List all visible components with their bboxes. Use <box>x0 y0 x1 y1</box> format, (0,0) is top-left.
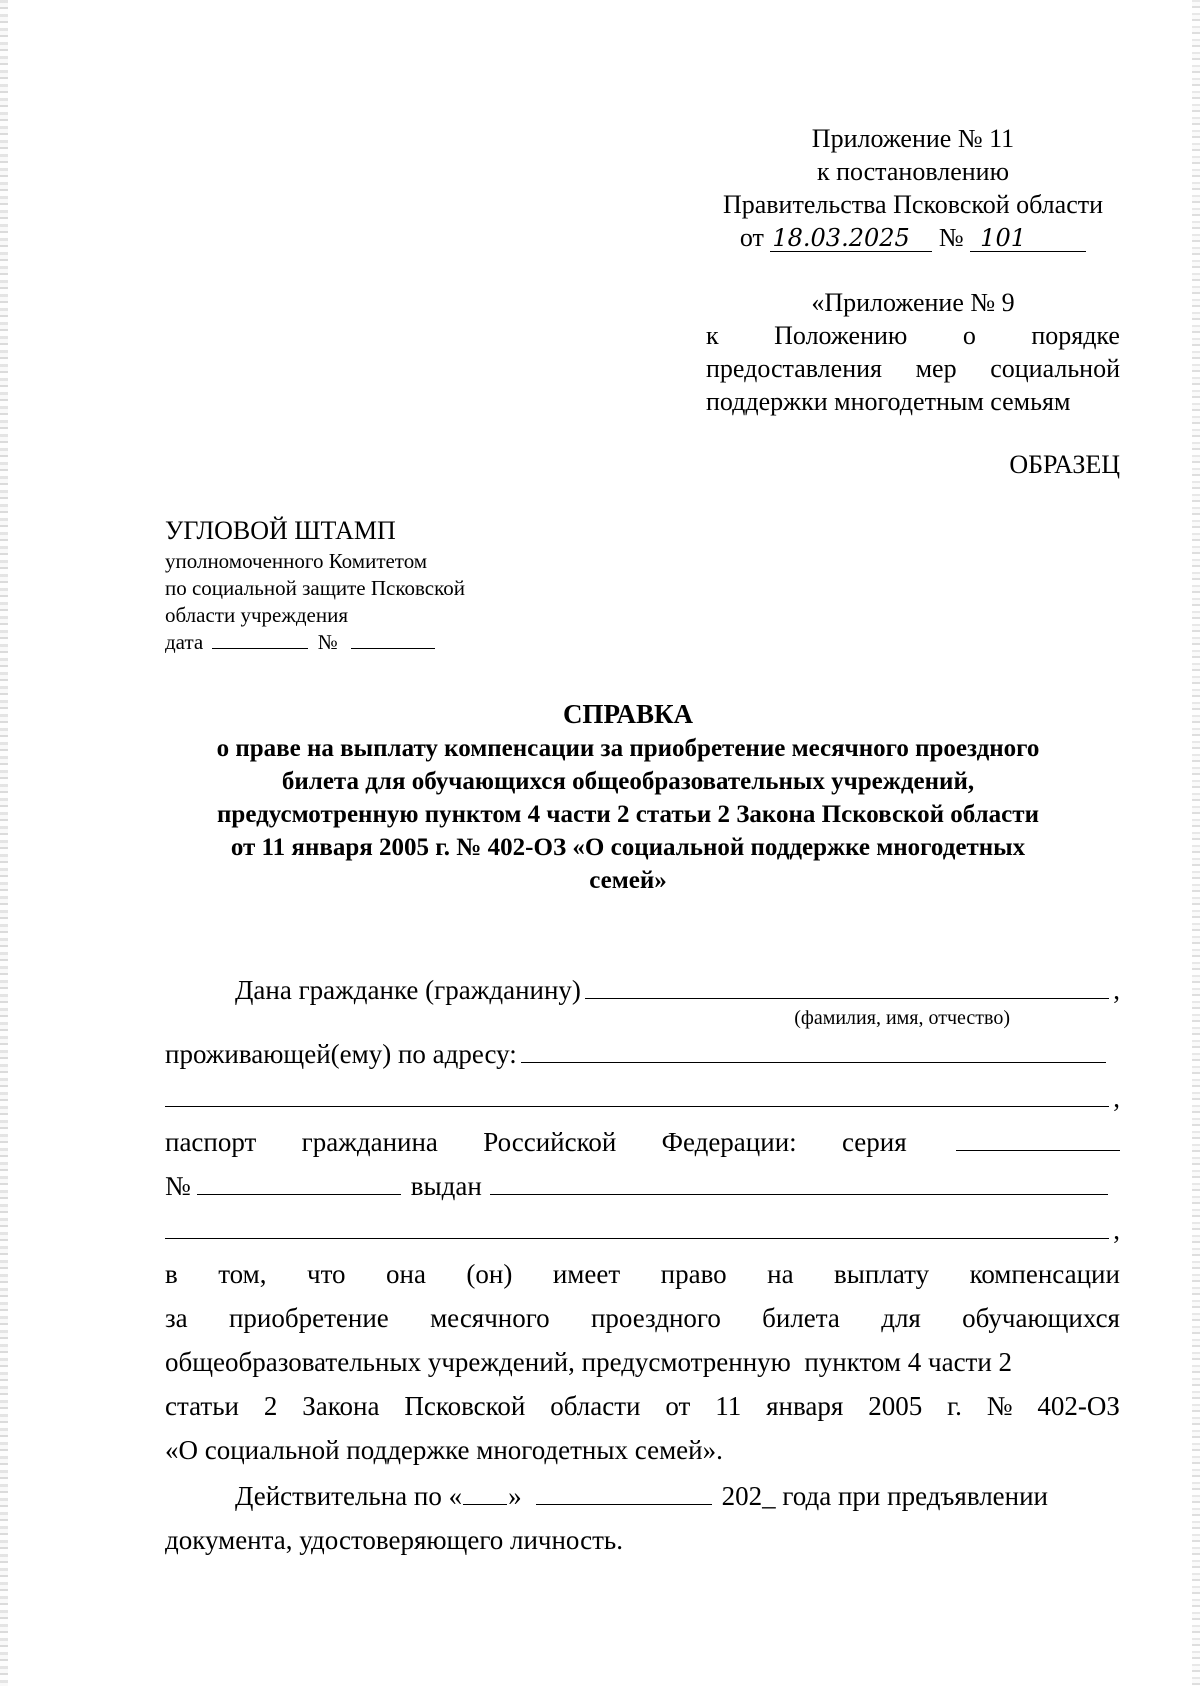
stamp-date-blank[interactable] <box>212 630 308 649</box>
appendix-header <box>706 122 1120 254</box>
word: что <box>306 1259 346 1289</box>
word: приобретение <box>228 1303 389 1333</box>
handwritten-number: 101 <box>970 225 1086 252</box>
address-label: проживающей(ему) по адресу: <box>165 1039 517 1069</box>
word: 2005 <box>868 1391 923 1421</box>
passport-row <box>165 1120 1120 1164</box>
passport-number-blank[interactable] <box>197 1166 401 1195</box>
paragraph-line-2 <box>165 1296 1120 1340</box>
word: обучающихся <box>962 1303 1120 1333</box>
corner-stamp <box>165 514 585 656</box>
quoted-appendix-title: «Приложение № 9 <box>811 288 1015 317</box>
title-line-2: билета для обучающихся общеобразовательных учреждений, <box>281 768 975 795</box>
word: о <box>962 321 976 350</box>
word: (он) <box>466 1259 513 1289</box>
paragraph-line-4 <box>165 1384 1120 1428</box>
word: к <box>706 321 719 350</box>
stamp-number-blank[interactable] <box>351 630 435 649</box>
word: серия <box>841 1127 907 1157</box>
fio-blank[interactable] <box>585 970 1109 999</box>
validity-row-2: документа, удостоверяющего личность. <box>165 1525 623 1555</box>
word: выплату <box>834 1259 930 1289</box>
scan-edge-left <box>0 0 8 1686</box>
word: статьи <box>165 1391 239 1421</box>
stamp-date-label: дата <box>165 630 204 654</box>
address-row-2 <box>165 1076 1120 1120</box>
word: билета <box>762 1303 840 1333</box>
stamp-date-row <box>165 629 585 656</box>
word: гражданина <box>301 1127 438 1157</box>
validity-prefix: Действительна по « <box>235 1481 463 1511</box>
comma: , <box>1113 1083 1120 1113</box>
word: порядке <box>1031 321 1120 350</box>
validity-month-blank[interactable] <box>536 1476 712 1505</box>
word: в <box>165 1259 178 1289</box>
address-blank-2[interactable] <box>165 1078 1109 1107</box>
word: № <box>986 1391 1013 1421</box>
stamp-line-1: уполномоченного Комитетом <box>165 549 428 573</box>
word: предоставления <box>706 354 882 383</box>
scan-edge-right <box>1192 0 1200 1686</box>
paragraph-line-5: «О социальной поддержке многодетных семей». <box>165 1435 723 1465</box>
word: на <box>767 1259 794 1289</box>
number-sign: № <box>165 1171 191 1201</box>
form-body <box>165 968 1120 1562</box>
fio-caption: (фамилия, имя, отчество) <box>794 1007 1010 1029</box>
word: мер <box>915 354 957 383</box>
word: паспорт <box>165 1127 257 1157</box>
word: от <box>665 1391 691 1421</box>
word: января <box>766 1391 844 1421</box>
appendix-resolution: к постановлению <box>816 157 1010 186</box>
word: за <box>165 1303 188 1333</box>
stamp-number-sign: № <box>317 630 338 654</box>
stamp-line-2: по социальной защите Псковской <box>165 576 465 600</box>
title-line-5: семей» <box>589 867 667 894</box>
paragraph-line-1 <box>165 1252 1120 1296</box>
issued-by-row-2 <box>165 1208 1120 1252</box>
validity-year-text: 202_ года при предъявлении <box>721 1481 1049 1511</box>
stamp-title: УГЛОВОЙ ШТАМП <box>165 516 396 545</box>
title-line-3: предусмотренную пунктом 4 части 2 статьи 2 Закона Псковской области <box>217 801 1039 828</box>
appendix-government: Правительства Псковской области <box>722 190 1104 219</box>
validity-day-blank[interactable] <box>463 1476 507 1505</box>
address-blank[interactable] <box>521 1034 1106 1063</box>
title-heading: СПРАВКА <box>562 699 694 729</box>
date-prefix: от <box>739 223 764 252</box>
word: месячного <box>430 1303 550 1333</box>
stamp-line-3: области учреждения <box>165 603 348 627</box>
word: Положению <box>774 321 908 350</box>
validity-quote-close: » <box>508 1481 522 1511</box>
issued-by-label: выдан <box>410 1171 482 1201</box>
quoted-appendix-line2 <box>706 319 1120 352</box>
main-paragraph <box>165 1252 1120 1472</box>
word: Российской <box>483 1127 617 1157</box>
sample-label: ОБРАЗЕЦ <box>1009 450 1120 479</box>
passport-series-blank[interactable] <box>956 1122 1120 1151</box>
quoted-appendix-line3 <box>706 352 1120 385</box>
issued-to-label: Дана гражданке (гражданину) <box>235 975 581 1005</box>
title-line-1: о праве на выплату компенсации за приобретение месячного проездного <box>216 735 1040 762</box>
word: 2 <box>263 1391 278 1421</box>
word: для <box>881 1303 921 1333</box>
passport-number-row <box>165 1164 1120 1208</box>
quoted-appendix <box>706 286 1120 418</box>
word: Закона <box>302 1391 380 1421</box>
issued-by-blank-2[interactable] <box>165 1210 1109 1239</box>
word: том, <box>218 1259 267 1289</box>
handwritten-date: 18.03.2025 <box>770 225 932 252</box>
word: 11 <box>715 1391 742 1421</box>
word: Федерации: <box>661 1127 797 1157</box>
address-row <box>165 1032 1120 1076</box>
comma: , <box>1113 1215 1120 1245</box>
number-sign: № <box>938 223 964 252</box>
title-line-4: от 11 января 2005 г. № 402-ОЗ «О социальной поддержке многодетных <box>230 834 1026 861</box>
appendix-number: Приложение № 11 <box>811 124 1015 153</box>
word: проездного <box>590 1303 721 1333</box>
word: имеет <box>552 1259 621 1289</box>
word: она <box>386 1259 426 1289</box>
comma: , <box>1113 975 1120 1005</box>
appendix-date-row <box>706 221 1120 254</box>
certificate-title <box>120 696 1136 897</box>
word: области <box>550 1391 641 1421</box>
paragraph-line-3: общеобразовательных учреждений, предусмотренную пунктом 4 части 2 <box>165 1347 1013 1377</box>
issued-by-blank[interactable] <box>490 1166 1108 1195</box>
word: 402-ОЗ <box>1037 1391 1120 1421</box>
validity-row <box>165 1474 1120 1518</box>
word: социальной <box>990 354 1120 383</box>
quoted-appendix-line4: поддержки многодетным семьям <box>706 387 1071 416</box>
word: право <box>660 1259 727 1289</box>
word: Псковской <box>404 1391 526 1421</box>
word: компенсации <box>969 1259 1120 1289</box>
word: г. <box>947 1391 962 1421</box>
